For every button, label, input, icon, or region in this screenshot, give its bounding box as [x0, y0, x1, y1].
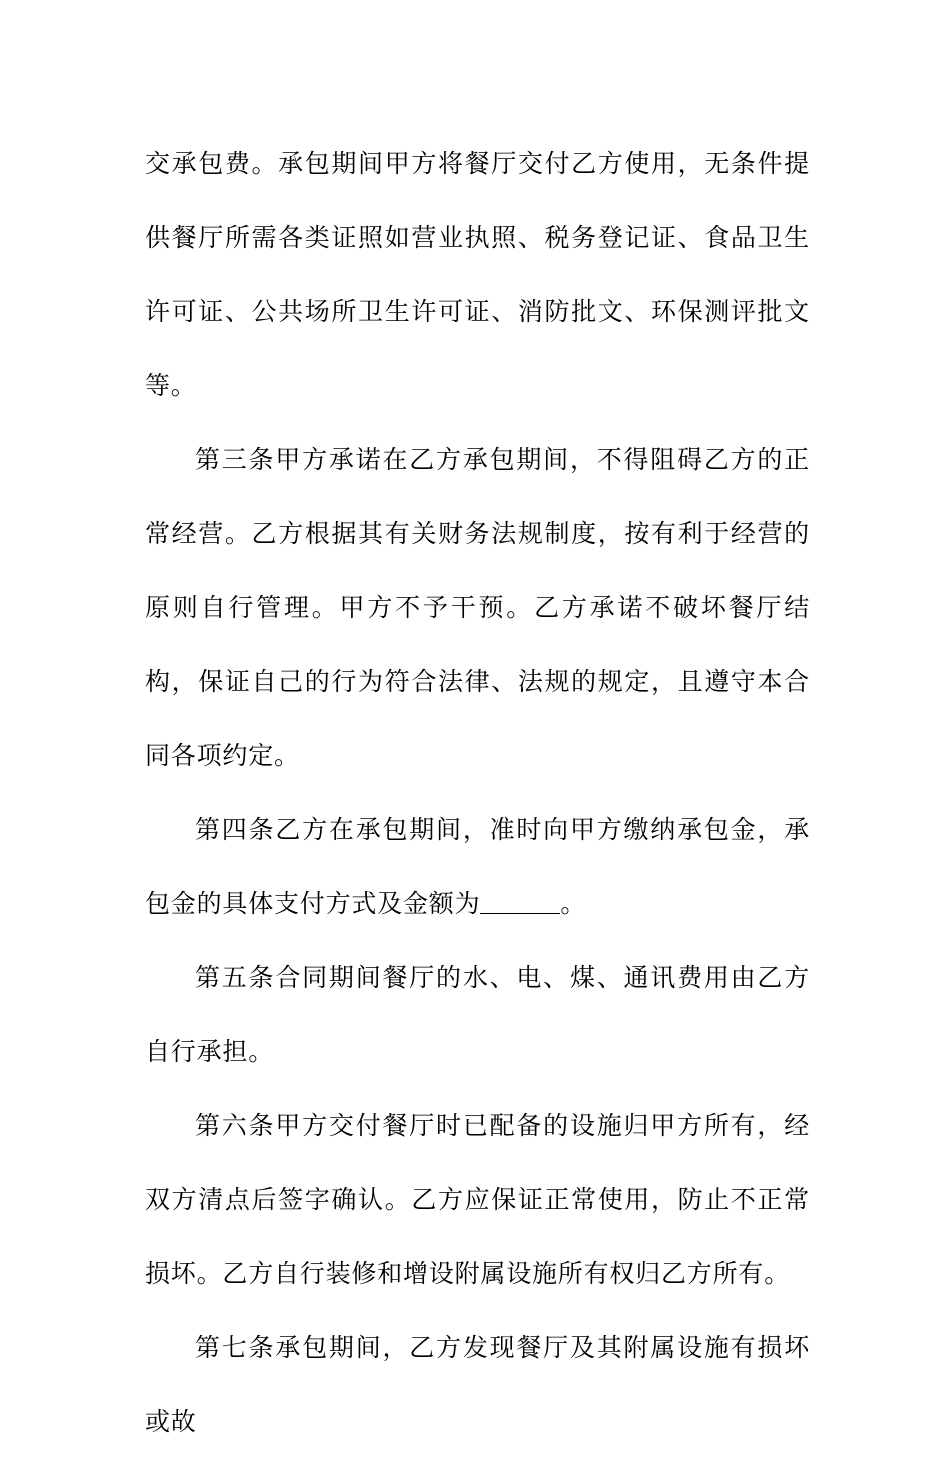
paragraph-article-6: 第六条甲方交付餐厅时已配备的设施归甲方所有，经双方清点后签字确认。乙方应保证正常使用，防止不正常损坏。乙方自行装修和增设附属设施所有权归乙方所有。 [145, 1111, 810, 1288]
paragraph-article-5: 第五条合同期间餐厅的水、电、煤、通讯费用由乙方自行承担。 [145, 963, 810, 1066]
article-4-end: 。 [560, 889, 587, 918]
fill-in-blank [480, 893, 560, 914]
document-body [145, 127, 810, 1459]
paragraph-article-4 [145, 793, 810, 941]
paragraph-article-7: 第七条承包期间，乙方发现餐厅及其附属设施有损坏或故 [145, 1333, 810, 1436]
paragraph-fee-and-licenses: 交承包费。承包期间甲方将餐厅交付乙方使用，无条件提供餐厅所需各类证照如营业执照、税务登记证、食品卫生许可证、公共场所卫生许可证、消防批文、环保测评批文等。 [145, 149, 810, 400]
paragraph-article-3: 第三条甲方承诺在乙方承包期间，不得阻碍乙方的正常经营。乙方根据其有关财务法规制度，按有利于经营的原则自行管理。甲方不予干预。乙方承诺不破坏餐厅结构，保证自己的行为符合法律、法规的规定，且遵守本合同各项约定。 [145, 445, 810, 770]
article-4-text: 第四条乙方在承包期间，准时向甲方缴纳承包金，承包金的具体支付方式及金额为 [145, 815, 810, 918]
